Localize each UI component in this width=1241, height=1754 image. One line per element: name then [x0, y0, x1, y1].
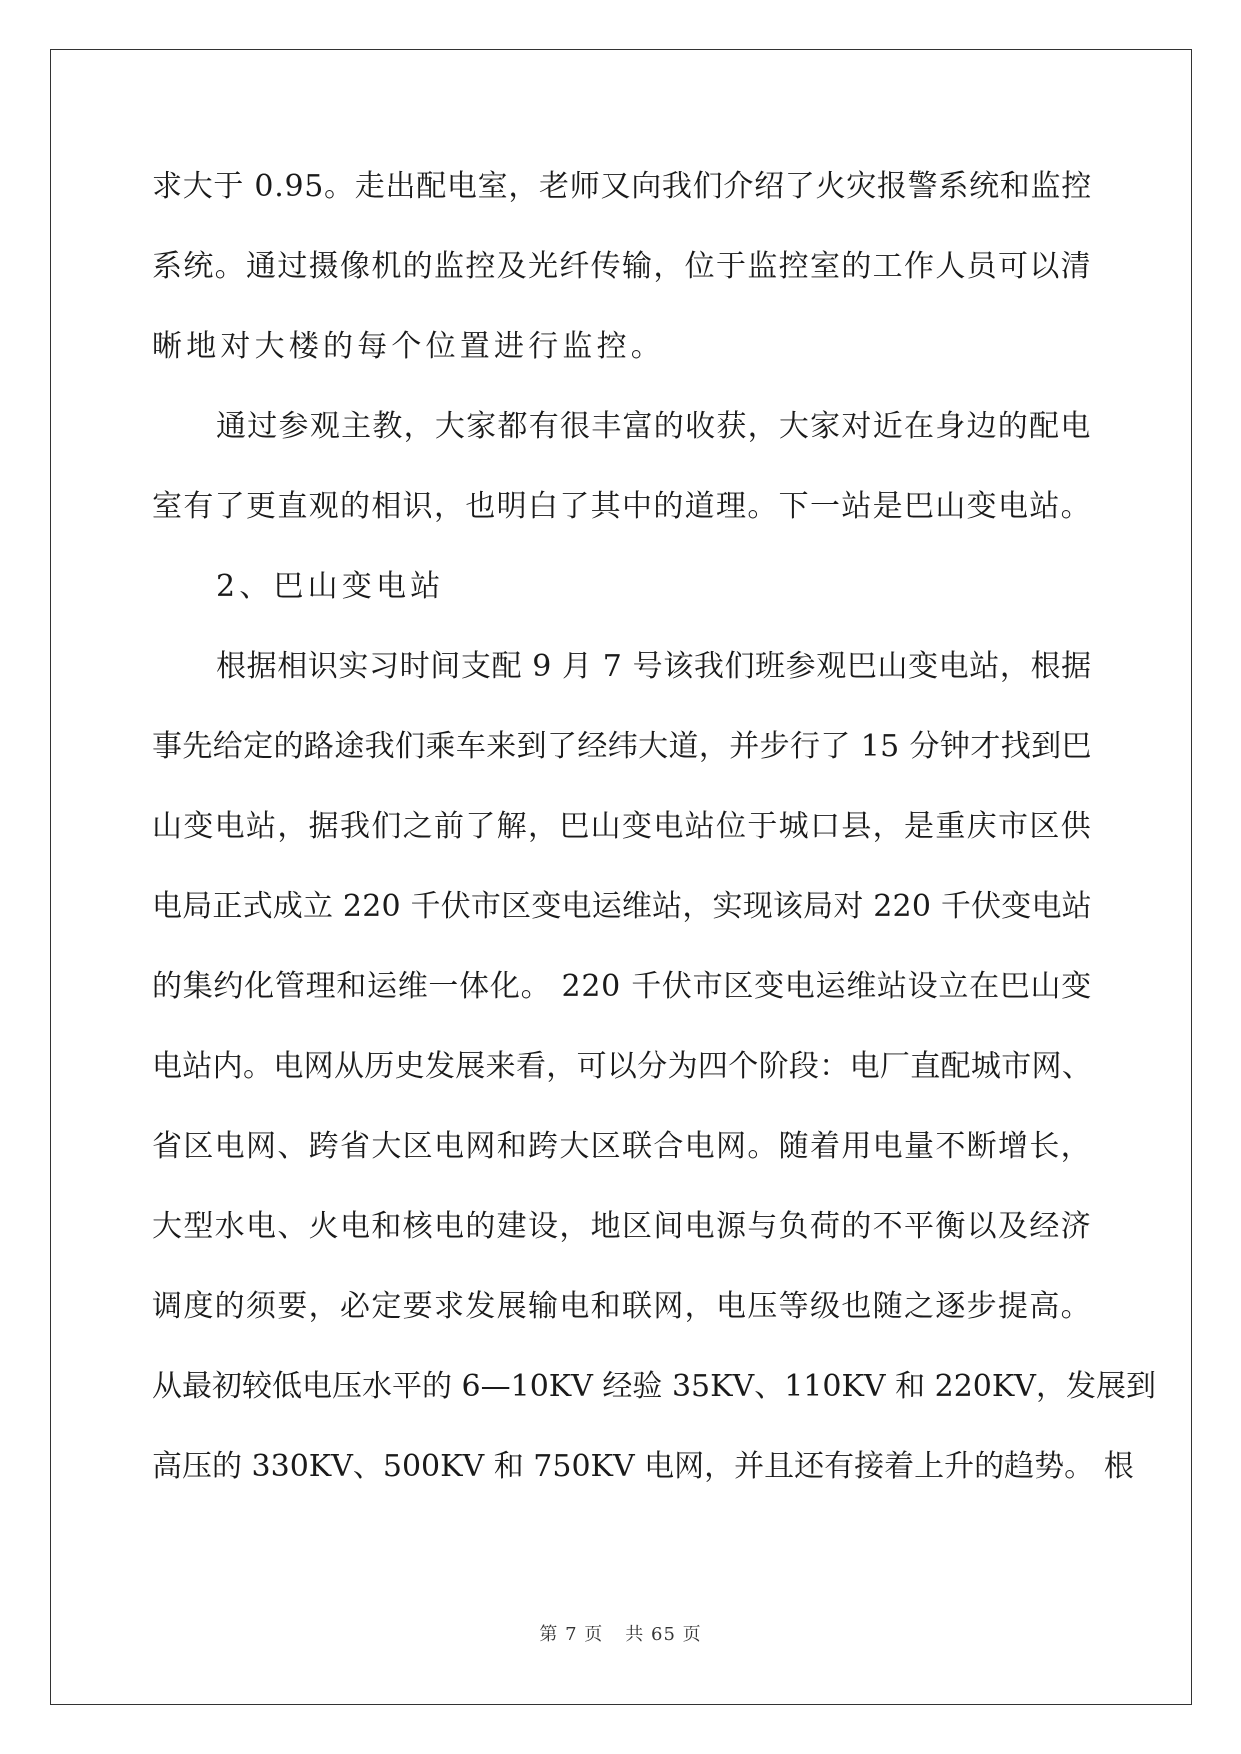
text-line: 的集约化管理和运维一体化。 220 千伏市区变电运维站设立在巴山变	[152, 969, 1092, 1004]
page-total: 共 65 页	[625, 1624, 702, 1645]
section-heading: 2、巴山变电站	[216, 569, 445, 604]
text-line: 电站内。电网从历史发展来看，可以分为四个阶段：电厂直配城市网、	[152, 1049, 1093, 1084]
document-body	[152, 160, 1156, 1520]
text-line: 电局正式成立 220 千伏市区变电运维站，实现该局对 220 千伏变电站	[152, 889, 1092, 924]
text-line: 通过参观主教，大家都有很丰富的收获，大家对近在身边的配电	[216, 409, 1092, 444]
text-line: 根据相识实习时间支配 9 月 7 号该我们班参观巴山变电站，根据	[216, 649, 1092, 684]
text-line: 大型水电、火电和核电的建设，地区间电源与负荷的不平衡以及经济	[152, 1209, 1092, 1244]
text-line: 事先给定的路途我们乘车来到了经纬大道，并步行了 15 分钟才找到巴	[152, 729, 1092, 764]
text-line: 调度的须要，必定要求发展输电和联网，电压等级也随之逐步提高。	[152, 1289, 1092, 1324]
page-footer	[0, 1620, 1241, 1646]
page-number: 第 7 页	[539, 1624, 604, 1645]
text-line: 高压的 330KV、500KV 和 750KV 电网，并且还有接着上升的趋势。 根	[152, 1449, 1134, 1484]
text-line: 晰地对大楼的每个位置进行监控。	[152, 329, 665, 364]
text-line: 山变电站，据我们之前了解，巴山变电站位于城口县，是重庆市区供	[152, 809, 1092, 844]
text-line: 室有了更直观的相识，也明白了其中的道理。下一站是巴山变电站。	[152, 489, 1092, 524]
text-line: 求大于 0.95。走出配电室，老师又向我们介绍了火灾报警系统和监控	[152, 169, 1092, 204]
text-line: 省区电网、跨省大区电网和跨大区联合电网。随着用电量不断增长，	[152, 1129, 1092, 1164]
text-line: 从最初较低电压水平的 6—10KV 经验 35KV、110KV 和 220KV，发展到	[152, 1369, 1156, 1404]
text-line: 系统。通过摄像机的监控及光纤传输，位于监控室的工作人员可以清	[152, 249, 1092, 284]
